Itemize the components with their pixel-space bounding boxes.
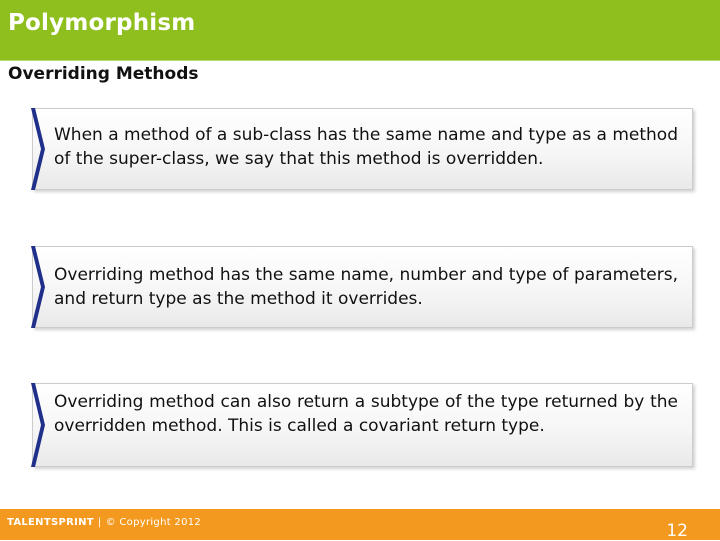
chevron-arrow-icon: [31, 246, 49, 328]
bullet-card-1: [32, 108, 693, 190]
chevron-arrow-icon: [31, 108, 49, 190]
slide-subtitle: Overriding Methods: [8, 64, 199, 84]
footer-brand: TALENTSPRINT: [7, 517, 94, 528]
chevron-arrow-icon: [31, 383, 49, 467]
bullet-text-1: When a method of a sub-class has the same name and type as a method of the super-class, we say that this method is overridden.: [54, 125, 678, 169]
footer-bar: [0, 509, 720, 540]
slide-title: Polymorphism: [8, 10, 196, 36]
footer-credits: [7, 517, 201, 528]
bullet-card-2: [32, 246, 693, 328]
bullet-card-3: [32, 383, 693, 467]
bullet-text-3: Overriding method can also return a subtype of the type returned by the overridden method. This is called a covariant return type.: [54, 392, 678, 436]
footer-copyright: © Copyright 2012: [105, 517, 202, 528]
bullet-text-2: Overriding method has the same name, number and type of parameters, and return type as the method it overrides.: [54, 265, 678, 309]
footer-separator: |: [97, 517, 102, 528]
page-number: 12: [666, 521, 688, 541]
title-bar: [0, 0, 720, 61]
